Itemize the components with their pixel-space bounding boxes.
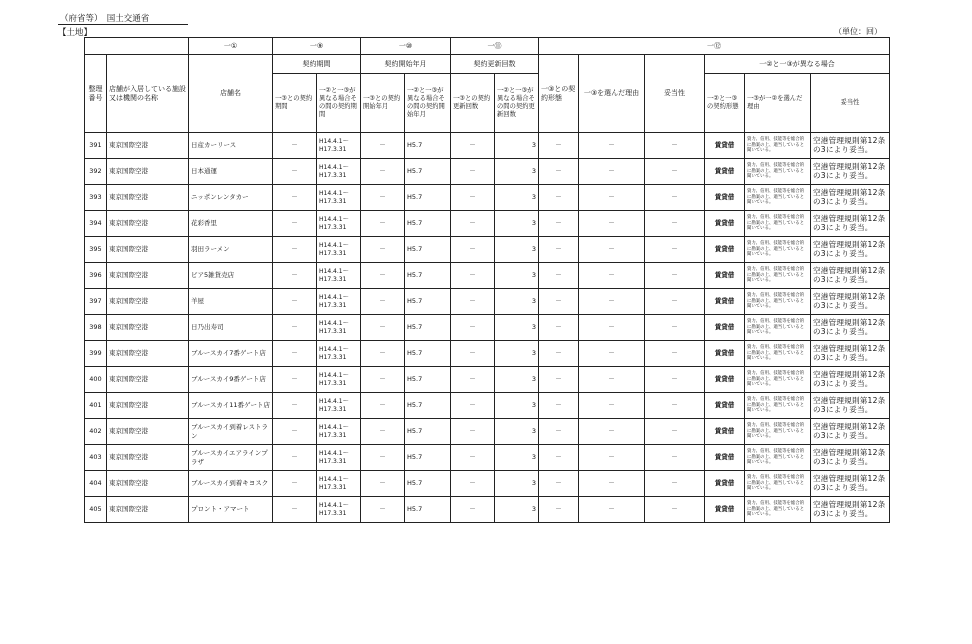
group-1: 一① xyxy=(189,38,273,55)
cell-p3: － xyxy=(273,315,317,341)
cell-shop: ブルースカイ到着キヨスク xyxy=(189,471,273,497)
cell-r3: － xyxy=(451,445,495,471)
cell-reason: 資力、信用、技能等を総合的に勘案の上、適当していると聞いている。 xyxy=(745,315,811,341)
table-row xyxy=(85,367,890,393)
cell-shop: 羽田ラーメン xyxy=(189,237,273,263)
cell-shop: ブルースカイ9番ゲート店 xyxy=(189,367,273,393)
cell-r3: － xyxy=(451,419,495,445)
cell-rd: 3 xyxy=(495,185,539,211)
cell-reason: 資力、信用、技能等を総合的に勘案の上、適当していると聞いている。 xyxy=(745,237,811,263)
cell-shop: ブルースカイ11番ゲート店 xyxy=(189,393,273,419)
sub-period: 契約期間 xyxy=(273,55,361,74)
cell-valid: 空港管理規則第12条の3により妥当。 xyxy=(811,445,890,471)
cell-s3: － xyxy=(361,419,405,445)
cell-sd: H5.7 xyxy=(405,367,451,393)
cell-facility: 東京国際空港 xyxy=(107,419,189,445)
cell-p3: － xyxy=(273,341,317,367)
cell-p3: － xyxy=(273,289,317,315)
cell-no: 394 xyxy=(85,211,107,237)
cell-r3: － xyxy=(451,341,495,367)
cell-pd: H14.4.1～ H17.3.31 xyxy=(317,211,361,237)
col-renew3: 一③との契約更新回数 xyxy=(451,74,495,133)
cell-pd: H14.4.1～ H17.3.31 xyxy=(317,133,361,159)
cell-facility: 東京国際空港 xyxy=(107,185,189,211)
cell-no: 400 xyxy=(85,367,107,393)
table-row xyxy=(85,159,890,185)
cell-re3: － xyxy=(579,393,645,419)
col-valid-diff: 妥当性 xyxy=(811,74,890,133)
cell-valid: 空港管理規則第12条の3により妥当。 xyxy=(811,367,890,393)
table-row xyxy=(85,133,890,159)
cell-valid: 空港管理規則第12条の3により妥当。 xyxy=(811,315,890,341)
cell-p3: － xyxy=(273,497,317,523)
cell-facility: 東京国際空港 xyxy=(107,393,189,419)
cell-reason: 資力、信用、技能等を総合的に勘案の上、適当していると聞いている。 xyxy=(745,471,811,497)
cell-rd: 3 xyxy=(495,159,539,185)
cell-valid: 空港管理規則第12条の3により妥当。 xyxy=(811,185,890,211)
sub-start: 契約開始年月 xyxy=(361,55,451,74)
col-period3: 一③との契約期間 xyxy=(273,74,317,133)
cell-no: 396 xyxy=(85,263,107,289)
cell-f3: － xyxy=(539,159,579,185)
cell-f3: － xyxy=(539,367,579,393)
cell-sd: H5.7 xyxy=(405,289,451,315)
cell-facility: 東京国際空港 xyxy=(107,133,189,159)
cell-r3: － xyxy=(451,315,495,341)
cell-f3: － xyxy=(539,419,579,445)
cell-p3: － xyxy=(273,185,317,211)
col-form-diff: 一②と一③の契約形態 xyxy=(705,74,745,133)
table-row xyxy=(85,185,890,211)
cell-p3: － xyxy=(273,211,317,237)
cell-facility: 東京国際空港 xyxy=(107,471,189,497)
cell-reason: 資力、信用、技能等を総合的に勘案の上、適当していると聞いている。 xyxy=(745,211,811,237)
cell-v3: － xyxy=(645,315,705,341)
cell-v3: － xyxy=(645,445,705,471)
col-renew-diff: 一②と一③が異なる場合その間の契約更新回数 xyxy=(495,74,539,133)
cell-re3: － xyxy=(579,211,645,237)
cell-shop: ブルースカイ到着レストラン xyxy=(189,419,273,445)
cell-shop: ブルースカイ7番ゲート店 xyxy=(189,341,273,367)
group-10: 一⑩ xyxy=(361,38,451,55)
group-12: 一⑫ xyxy=(539,38,890,55)
cell-pd: H14.4.1～ H17.3.31 xyxy=(317,445,361,471)
table-row xyxy=(85,263,890,289)
cell-s3: － xyxy=(361,315,405,341)
cell-no: 397 xyxy=(85,289,107,315)
cell-sd: H5.7 xyxy=(405,497,451,523)
header-blank xyxy=(85,38,189,55)
cell-fd: 賃貸借 xyxy=(705,263,745,289)
cell-f3: － xyxy=(539,263,579,289)
cell-rd: 3 xyxy=(495,315,539,341)
group-9: 一⑨ xyxy=(273,38,361,55)
cell-reason: 資力、信用、技能等を総合的に勘案の上、適当していると聞いている。 xyxy=(745,393,811,419)
cell-shop: ニッポンレンタカー xyxy=(189,185,273,211)
cell-f3: － xyxy=(539,471,579,497)
cell-rd: 3 xyxy=(495,237,539,263)
cell-v3: － xyxy=(645,367,705,393)
table-row xyxy=(85,341,890,367)
col-no: 整理番号 xyxy=(85,55,107,133)
cell-re3: － xyxy=(579,159,645,185)
cell-sd: H5.7 xyxy=(405,133,451,159)
cell-pd: H14.4.1～ H17.3.31 xyxy=(317,263,361,289)
cell-facility: 東京国際空港 xyxy=(107,341,189,367)
col-shop: 店舗名 xyxy=(189,55,273,133)
cell-s3: － xyxy=(361,367,405,393)
cell-fd: 賃貸借 xyxy=(705,289,745,315)
cell-re3: － xyxy=(579,289,645,315)
cell-sd: H5.7 xyxy=(405,211,451,237)
cell-valid: 空港管理規則第12条の3により妥当。 xyxy=(811,289,890,315)
cell-no: 403 xyxy=(85,445,107,471)
cell-facility: 東京国際空港 xyxy=(107,315,189,341)
cell-v3: － xyxy=(645,159,705,185)
cell-facility: 東京国際空港 xyxy=(107,237,189,263)
table-row xyxy=(85,393,890,419)
cell-r3: － xyxy=(451,393,495,419)
cell-re3: － xyxy=(579,367,645,393)
cell-v3: － xyxy=(645,497,705,523)
cell-no: 402 xyxy=(85,419,107,445)
cell-reason: 資力、信用、技能等を総合的に勘案の上、適当していると聞いている。 xyxy=(745,367,811,393)
col-period-diff: 一②と一③が異なる場合その間の契約期間 xyxy=(317,74,361,133)
cell-reason: 資力、信用、技能等を総合的に勘案の上、適当していると聞いている。 xyxy=(745,289,811,315)
col-reason-diff: 一③が一②を選んだ理由 xyxy=(745,74,811,133)
cell-fd: 賃貸借 xyxy=(705,185,745,211)
cell-s3: － xyxy=(361,159,405,185)
cell-no: 395 xyxy=(85,237,107,263)
cell-rd: 3 xyxy=(495,133,539,159)
cell-facility: 東京国際空港 xyxy=(107,497,189,523)
cell-s3: － xyxy=(361,185,405,211)
cell-s3: － xyxy=(361,289,405,315)
cell-v3: － xyxy=(645,185,705,211)
table-row xyxy=(85,445,890,471)
cell-reason: 資力、信用、技能等を総合的に勘案の上、適当していると聞いている。 xyxy=(745,445,811,471)
cell-s3: － xyxy=(361,341,405,367)
cell-rd: 3 xyxy=(495,263,539,289)
cell-fd: 賃貸借 xyxy=(705,133,745,159)
cell-f3: － xyxy=(539,341,579,367)
cell-facility: 東京国際空港 xyxy=(107,263,189,289)
cell-fd: 賃貸借 xyxy=(705,471,745,497)
cell-s3: － xyxy=(361,237,405,263)
cell-reason: 資力、信用、技能等を総合的に勘案の上、適当していると聞いている。 xyxy=(745,185,811,211)
cell-v3: － xyxy=(645,393,705,419)
cell-rd: 3 xyxy=(495,419,539,445)
cell-shop: プロント・アマート xyxy=(189,497,273,523)
cell-r3: － xyxy=(451,237,495,263)
cell-sd: H5.7 xyxy=(405,393,451,419)
cell-no: 393 xyxy=(85,185,107,211)
cell-p3: － xyxy=(273,471,317,497)
cell-f3: － xyxy=(539,185,579,211)
cell-no: 404 xyxy=(85,471,107,497)
cell-reason: 資力、信用、技能等を総合的に勘案の上、適当していると聞いている。 xyxy=(745,497,811,523)
col-reason3: 一③を選んだ理由 xyxy=(579,55,645,133)
cell-rd: 3 xyxy=(495,497,539,523)
cell-r3: － xyxy=(451,367,495,393)
cell-s3: － xyxy=(361,393,405,419)
cell-sd: H5.7 xyxy=(405,471,451,497)
cell-rd: 3 xyxy=(495,445,539,471)
cell-reason: 資力、信用、技能等を総合的に勘案の上、適当していると聞いている。 xyxy=(745,159,811,185)
contracts-table xyxy=(84,37,890,523)
cell-f3: － xyxy=(539,211,579,237)
cell-no: 405 xyxy=(85,497,107,523)
cell-r3: － xyxy=(451,471,495,497)
cell-sd: H5.7 xyxy=(405,159,451,185)
cell-pd: H14.4.1～ H17.3.31 xyxy=(317,341,361,367)
cell-pd: H14.4.1～ H17.3.31 xyxy=(317,419,361,445)
cell-fd: 賃貸借 xyxy=(705,497,745,523)
cell-pd: H14.4.1～ H17.3.31 xyxy=(317,237,361,263)
cell-f3: － xyxy=(539,497,579,523)
cell-pd: H14.4.1～ H17.3.31 xyxy=(317,471,361,497)
cell-v3: － xyxy=(645,211,705,237)
cell-reason: 資力、信用、技能等を総合的に勘案の上、適当していると聞いている。 xyxy=(745,133,811,159)
cell-fd: 賃貸借 xyxy=(705,315,745,341)
cell-no: 401 xyxy=(85,393,107,419)
cell-valid: 空港管理規則第12条の3により妥当。 xyxy=(811,211,890,237)
cell-sd: H5.7 xyxy=(405,341,451,367)
cell-p3: － xyxy=(273,133,317,159)
cell-pd: H14.4.1～ H17.3.31 xyxy=(317,497,361,523)
cell-s3: － xyxy=(361,263,405,289)
cell-p3: － xyxy=(273,159,317,185)
cell-f3: － xyxy=(539,237,579,263)
cell-sd: H5.7 xyxy=(405,315,451,341)
cell-fd: 賃貸借 xyxy=(705,419,745,445)
cell-f3: － xyxy=(539,133,579,159)
cell-sd: H5.7 xyxy=(405,445,451,471)
cell-s3: － xyxy=(361,133,405,159)
cell-re3: － xyxy=(579,341,645,367)
table-row xyxy=(85,419,890,445)
cell-no: 392 xyxy=(85,159,107,185)
cell-pd: H14.4.1～ H17.3.31 xyxy=(317,367,361,393)
table-body xyxy=(85,133,890,523)
cell-fd: 賃貸借 xyxy=(705,159,745,185)
cell-re3: － xyxy=(579,237,645,263)
cell-fd: 賃貸借 xyxy=(705,393,745,419)
cell-v3: － xyxy=(645,471,705,497)
cell-r3: － xyxy=(451,185,495,211)
cell-fd: 賃貸借 xyxy=(705,237,745,263)
cell-valid: 空港管理規則第12条の3により妥当。 xyxy=(811,237,890,263)
cell-r3: － xyxy=(451,159,495,185)
cell-v3: － xyxy=(645,237,705,263)
cell-facility: 東京国際空港 xyxy=(107,289,189,315)
cell-shop: 日本通運 xyxy=(189,159,273,185)
cell-fd: 賃貸借 xyxy=(705,367,745,393)
cell-facility: 東京国際空港 xyxy=(107,159,189,185)
cell-valid: 空港管理規則第12条の3により妥当。 xyxy=(811,497,890,523)
cell-valid: 空港管理規則第12条の3により妥当。 xyxy=(811,471,890,497)
cell-shop: ピア5雑貨売店 xyxy=(189,263,273,289)
cell-facility: 東京国際空港 xyxy=(107,445,189,471)
col-facility: 店舗が入居している施設又は機関の名称 xyxy=(107,55,189,133)
table-row xyxy=(85,497,890,523)
cell-no: 398 xyxy=(85,315,107,341)
cell-sd: H5.7 xyxy=(405,237,451,263)
cell-rd: 3 xyxy=(495,341,539,367)
cell-no: 391 xyxy=(85,133,107,159)
agency-label: （府省等） 国土交通省 xyxy=(60,14,150,24)
cell-rd: 3 xyxy=(495,211,539,237)
cell-reason: 資力、信用、技能等を総合的に勘案の上、適当していると聞いている。 xyxy=(745,263,811,289)
cell-v3: － xyxy=(645,419,705,445)
cell-re3: － xyxy=(579,445,645,471)
cell-p3: － xyxy=(273,263,317,289)
section-label: 【土地】 xyxy=(58,28,93,38)
cell-sd: H5.7 xyxy=(405,185,451,211)
col-start3: 一③との契約開始年月 xyxy=(361,74,405,133)
unit-label: （単位：回） xyxy=(834,27,882,36)
col-valid3: 妥当性 xyxy=(645,55,705,133)
cell-v3: － xyxy=(645,263,705,289)
cell-valid: 空港管理規則第12条の3により妥当。 xyxy=(811,393,890,419)
cell-pd: H14.4.1～ H17.3.31 xyxy=(317,185,361,211)
cell-fd: 賃貸借 xyxy=(705,341,745,367)
cell-rd: 3 xyxy=(495,367,539,393)
cell-f3: － xyxy=(539,289,579,315)
cell-facility: 東京国際空港 xyxy=(107,367,189,393)
cell-r3: － xyxy=(451,133,495,159)
cell-re3: － xyxy=(579,263,645,289)
cell-valid: 空港管理規則第12条の3により妥当。 xyxy=(811,263,890,289)
cell-fd: 賃貸借 xyxy=(705,445,745,471)
sub-renewal: 契約更新回数 xyxy=(451,55,539,74)
cell-rd: 3 xyxy=(495,289,539,315)
cell-pd: H14.4.1～ H17.3.31 xyxy=(317,159,361,185)
cell-re3: － xyxy=(579,133,645,159)
cell-pd: H14.4.1～ H17.3.31 xyxy=(317,315,361,341)
cell-r3: － xyxy=(451,211,495,237)
cell-r3: － xyxy=(451,289,495,315)
group-11: 一⑪ xyxy=(451,38,539,55)
cell-re3: － xyxy=(579,315,645,341)
cell-valid: 空港管理規則第12条の3により妥当。 xyxy=(811,419,890,445)
cell-p3: － xyxy=(273,445,317,471)
cell-s3: － xyxy=(361,497,405,523)
cell-r3: － xyxy=(451,497,495,523)
col-start-diff: 一②と一③が異なる場合その間の契約開始年月 xyxy=(405,74,451,133)
cell-v3: － xyxy=(645,341,705,367)
table-row xyxy=(85,289,890,315)
cell-shop: 羊屋 xyxy=(189,289,273,315)
cell-p3: － xyxy=(273,367,317,393)
cell-f3: － xyxy=(539,393,579,419)
cell-valid: 空港管理規則第12条の3により妥当。 xyxy=(811,341,890,367)
cell-s3: － xyxy=(361,211,405,237)
agency-underline xyxy=(58,24,188,25)
table-row xyxy=(85,237,890,263)
table-row xyxy=(85,315,890,341)
cell-s3: － xyxy=(361,471,405,497)
cell-sd: H5.7 xyxy=(405,263,451,289)
cell-shop: ブルースカイエアラインプラザ xyxy=(189,445,273,471)
sub-different: 一②と一③が異なる場合 xyxy=(705,55,890,74)
cell-s3: － xyxy=(361,445,405,471)
cell-shop: 日乃出寿司 xyxy=(189,315,273,341)
cell-rd: 3 xyxy=(495,393,539,419)
cell-valid: 空港管理規則第12条の3により妥当。 xyxy=(811,159,890,185)
table-row xyxy=(85,211,890,237)
table-row xyxy=(85,471,890,497)
cell-reason: 資力、信用、技能等を総合的に勘案の上、適当していると聞いている。 xyxy=(745,419,811,445)
cell-p3: － xyxy=(273,419,317,445)
cell-re3: － xyxy=(579,185,645,211)
cell-re3: － xyxy=(579,471,645,497)
cell-sd: H5.7 xyxy=(405,419,451,445)
cell-pd: H14.4.1～ H17.3.31 xyxy=(317,289,361,315)
cell-valid: 空港管理規則第12条の3により妥当。 xyxy=(811,133,890,159)
cell-f3: － xyxy=(539,445,579,471)
cell-reason: 資力、信用、技能等を総合的に勘案の上、適当していると聞いている。 xyxy=(745,341,811,367)
cell-shop: 花彩香里 xyxy=(189,211,273,237)
cell-v3: － xyxy=(645,289,705,315)
cell-re3: － xyxy=(579,497,645,523)
cell-facility: 東京国際空港 xyxy=(107,211,189,237)
cell-pd: H14.4.1～ H17.3.31 xyxy=(317,393,361,419)
cell-r3: － xyxy=(451,263,495,289)
col-form3: 一③との契約形態 xyxy=(539,55,579,133)
cell-p3: － xyxy=(273,393,317,419)
cell-rd: 3 xyxy=(495,471,539,497)
cell-shop: 日産カーリース xyxy=(189,133,273,159)
cell-v3: － xyxy=(645,133,705,159)
cell-f3: － xyxy=(539,315,579,341)
cell-re3: － xyxy=(579,419,645,445)
cell-no: 399 xyxy=(85,341,107,367)
cell-p3: － xyxy=(273,237,317,263)
cell-fd: 賃貸借 xyxy=(705,211,745,237)
